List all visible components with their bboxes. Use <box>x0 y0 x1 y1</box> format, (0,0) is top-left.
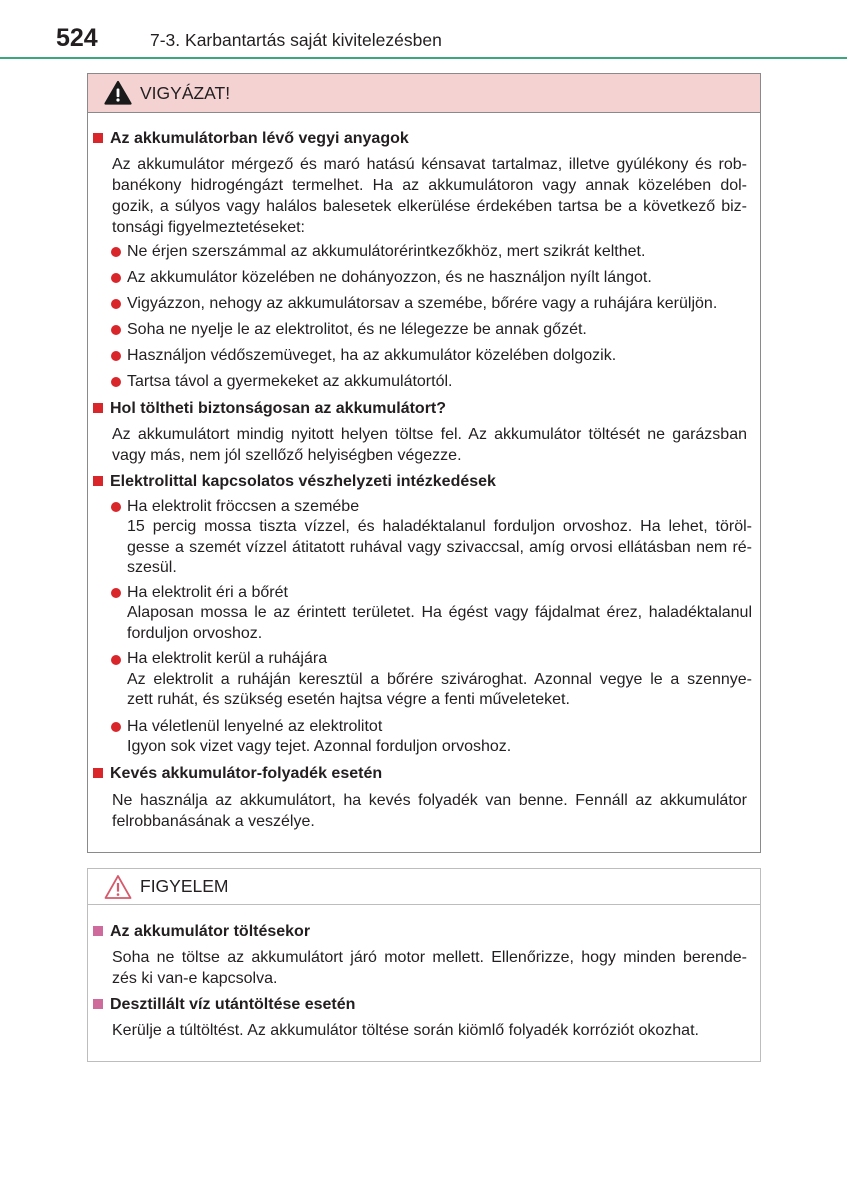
list-item-text: Használjon védőszemüveget, ha az akkumulátor közelében dolgozik. <box>127 346 617 364</box>
notice-box <box>87 868 761 1062</box>
text-line: Igyon sok vizet vagy tejet. Azonnal forduljon orvoshoz. <box>127 738 512 755</box>
text-line: 15 percig mossa tiszta vízzel, és haladéktalanul forduljon orvoshoz. Ha lehet, töröl- <box>127 518 752 535</box>
section-heading <box>88 763 760 784</box>
paragraph <box>88 947 760 989</box>
warning-triangle-icon <box>104 80 132 106</box>
emergency-item <box>88 583 760 645</box>
round-bullet-icon <box>111 377 121 387</box>
paragraph <box>88 424 760 466</box>
section-heading-text: Az akkumulátor töltésekor <box>110 922 311 940</box>
list-item <box>88 293 760 314</box>
text-line: zett ruhát, és szükség esetén hajtsa végre a fenti műveleteket. <box>127 691 570 708</box>
emergency-item <box>88 649 760 711</box>
section-heading <box>88 994 760 1015</box>
emergency-item-title: Ha elektrolit fröccsen a szemébe <box>127 497 360 515</box>
square-bullet-icon <box>93 133 103 143</box>
warning-title: VIGYÁZAT! <box>140 83 231 103</box>
list-item-text: Ne érjen szerszámmal az akkumulátorérintkezőkhöz, mert szikrát kelthet. <box>127 242 646 260</box>
round-bullet-icon <box>111 299 121 309</box>
list-item-text: Soha ne nyelje le az elektrolitot, és ne lélegezze be annak gőzét. <box>127 320 587 338</box>
text-line: Ne használja az akkumulátort, ha kevés folyadék van benne. Fennáll az akkumulátor <box>112 791 747 809</box>
notice-title: FIGYELEM <box>140 876 229 896</box>
warning-box <box>87 73 761 853</box>
square-bullet-icon <box>93 403 103 413</box>
emergency-item-title: Ha elektrolit éri a bőrét <box>127 583 288 601</box>
square-bullet-icon <box>93 476 103 486</box>
list-item <box>88 241 760 262</box>
round-bullet-icon <box>111 247 121 257</box>
section-heading-text: Elektrolittal kapcsolatos vészhelyzeti intézkedések <box>110 472 496 490</box>
section-heading <box>88 921 760 942</box>
round-bullet-icon <box>111 655 121 665</box>
paragraph <box>88 1020 760 1041</box>
square-bullet-icon <box>93 926 103 936</box>
round-bullet-icon <box>111 502 121 512</box>
text-line: felrobbanásának a veszélye. <box>112 812 315 830</box>
section-heading-text: Desztillált víz utántöltése esetén <box>110 995 356 1013</box>
text-line: gesse a szemét vízzel átitatott ruhával vagy szivaccsal, amíg orvosi ellátásban nem ré- <box>127 538 752 556</box>
text-line: Az akkumulátor mérgező és maró hatású kénsavat tartalmaz, illetve gyúlékony és rob- <box>112 155 747 173</box>
warning-body <box>88 113 760 832</box>
paragraph <box>88 790 760 832</box>
text-line: Az elektrolit a ruháján keresztül a bőrére szivároghat. Azonnal vegye le a szennye- <box>127 670 752 688</box>
chapter-title: 7-3. Karbantartás saját kivitelezésben <box>150 30 442 50</box>
notice-body <box>88 905 760 1041</box>
warning-header <box>88 74 760 113</box>
header-rule <box>0 57 847 59</box>
emergency-item <box>88 497 760 579</box>
caution-triangle-outline-icon <box>104 874 132 900</box>
text-line: szesül. <box>127 559 177 576</box>
list-item <box>88 371 760 392</box>
notice-header <box>88 869 760 905</box>
text-line: forduljon orvoshoz. <box>127 624 263 642</box>
section-heading <box>88 471 760 492</box>
round-bullet-icon <box>111 273 121 283</box>
round-bullet-icon <box>111 351 121 361</box>
emergency-item-title: Ha véletlenül lenyelné az elektrolitot <box>127 717 383 735</box>
section-heading-text: Kevés akkumulátor-folyadék esetén <box>110 764 383 782</box>
section-heading-text: Hol töltheti biztonságosan az akkumulátort? <box>110 399 447 417</box>
section-heading <box>88 398 760 419</box>
emergency-item <box>88 717 760 758</box>
section-heading <box>88 128 760 149</box>
round-bullet-icon <box>111 722 121 732</box>
text-line: Az akkumulátort mindig nyitott helyen töltse fel. Az akkumulátor töltését ne garázsban <box>112 425 747 443</box>
text-line: Soha ne töltse az akkumulátort járó motor mellett. Ellenőrizze, hogy minden berende- <box>112 948 747 966</box>
text-line: Alaposan mossa le az érintett területet. Ha égést vagy fájdalmat érez, haladéktalanul <box>127 604 752 621</box>
list-item <box>88 319 760 340</box>
round-bullet-icon <box>111 325 121 335</box>
list-item-text: Vigyázzon, nehogy az akkumulátorsav a szemébe, bőrére vagy a ruhájára kerüljön. <box>127 294 718 312</box>
paragraph <box>88 154 760 238</box>
list-item <box>88 345 760 366</box>
text-line: tonsági figyelmeztetéseket: <box>112 218 305 236</box>
list-item-text: Tartsa távol a gyermekeket az akkumulátortól. <box>127 372 453 390</box>
section-heading-text: Az akkumulátorban lévő vegyi anyagok <box>110 129 409 147</box>
square-bullet-icon <box>93 768 103 778</box>
page-number: 524 <box>56 24 98 52</box>
square-bullet-icon <box>93 999 103 1009</box>
text-line: vagy más, nem jól szellőző helyiségben végezze. <box>112 446 462 464</box>
list-item <box>88 267 760 288</box>
round-bullet-icon <box>111 588 121 598</box>
text-line: zés ki van-e kapcsolva. <box>112 969 278 987</box>
emergency-item-title: Ha elektrolit kerül a ruhájára <box>127 650 328 667</box>
text-line: banékony hidrogéngázt termelhet. Ha az akkumulátoron vagy annak közelében dol- <box>112 176 747 194</box>
text-line: Kerülje a túltöltést. Az akkumulátor töltése során kiömlő folyadék korróziót okozhat. <box>112 1021 699 1039</box>
text-line: gozik, a súlyos vagy halálos balesetek elkerülése érdekében tartsa be a következő biz- <box>112 197 747 215</box>
list-item-text: Az akkumulátor közelében ne dohányozzon, és ne használjon nyílt lángot. <box>127 268 652 286</box>
